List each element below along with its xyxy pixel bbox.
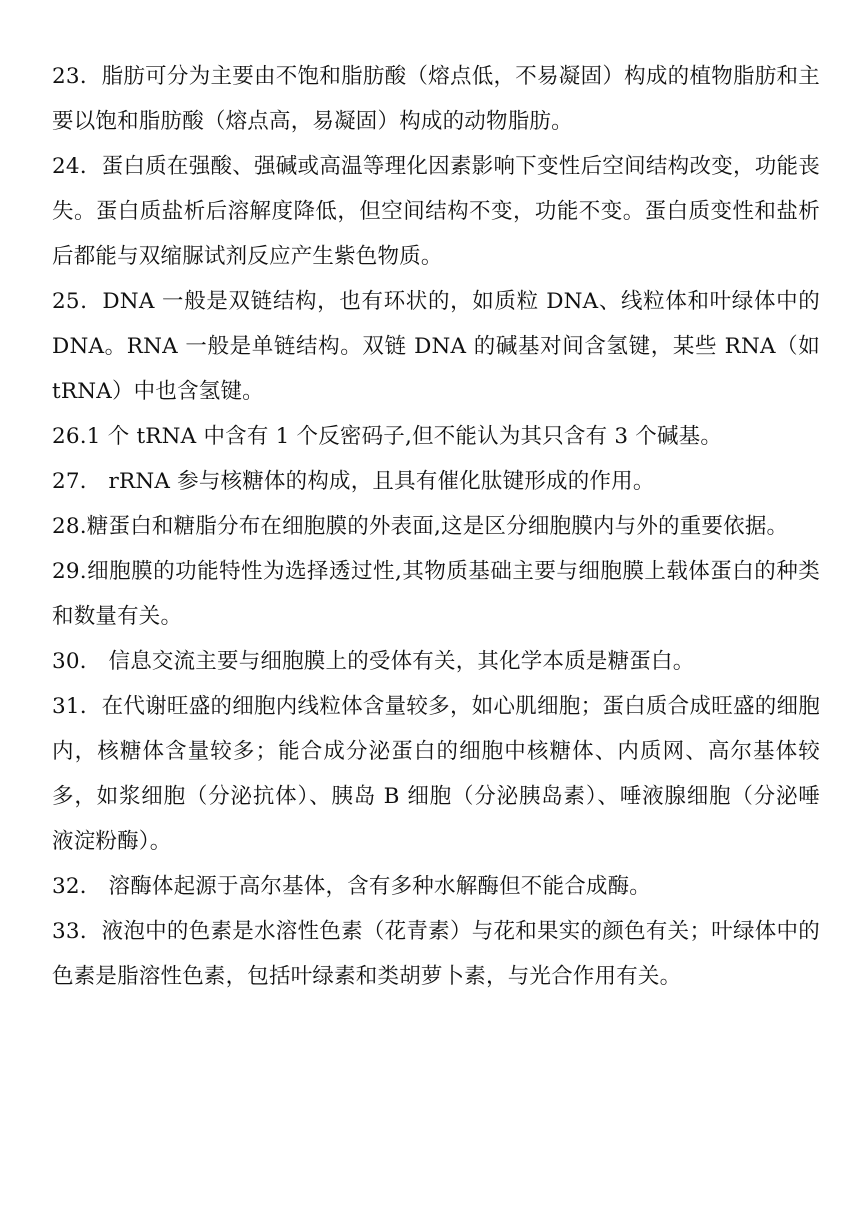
item-25: 25．DNA 一般是双链结构，也有环状的，如质粒 DNA、线粒体和叶绿体中的 DNA。RNA 一般是单链结构。双链 DNA 的碱基对间含氢键，某些 RNA（如 tRNA）中也含氢键。 xyxy=(52,289,820,404)
item-32: 32． 溶酶体起源于高尔基体，含有多种水解酶但不能合成酶。 xyxy=(52,874,651,899)
item-26: 26.1 个 tRNA 中含有 1 个反密码子,但不能认为其只含有 3 个碱基。 xyxy=(52,424,723,449)
item-28: 28.糖蛋白和糖脂分布在细胞膜的外表面,这是区分细胞膜内与外的重要依据。 xyxy=(52,514,789,539)
item-29: 29.细胞膜的功能特性为选择透过性,其物质基础主要与细胞膜上载体蛋白的种类和数量有关。 xyxy=(52,559,820,629)
item-27: 27． rRNA 参与核糖体的构成，且具有催化肽键形成的作用。 xyxy=(52,469,655,494)
item-33: 33．液泡中的色素是水溶性色素（花青素）与花和果实的颜色有关；叶绿体中的色素是脂溶性色素，包括叶绿素和类胡萝卜素，与光合作用有关。 xyxy=(52,919,820,989)
document-page xyxy=(52,54,820,999)
item-24: 24．蛋白质在强酸、强碱或高温等理化因素影响下变性后空间结构改变，功能丧失。蛋白质盐析后溶解度降低，但空间结构不变，功能不变。蛋白质变性和盐析后都能与双缩脲试剂反应产生紫色物质。 xyxy=(52,154,820,269)
item-23: 23．脂肪可分为主要由不饱和脂肪酸（熔点低，不易凝固）构成的植物脂肪和主要以饱和脂肪酸（熔点高，易凝固）构成的动物脂肪。 xyxy=(52,64,820,134)
item-31: 31．在代谢旺盛的细胞内线粒体含量较多，如心肌细胞；蛋白质合成旺盛的细胞内，核糖体含量较多；能合成分泌蛋白的细胞中核糖体、内质网、高尔基体较多，如浆细胞（分泌抗体）、胰岛 B 细胞（分泌胰岛素）、唾液腺细胞（分泌唾液淀粉酶）。 xyxy=(52,694,820,854)
item-30: 30． 信息交流主要与细胞膜上的受体有关，其化学本质是糖蛋白。 xyxy=(52,649,695,674)
